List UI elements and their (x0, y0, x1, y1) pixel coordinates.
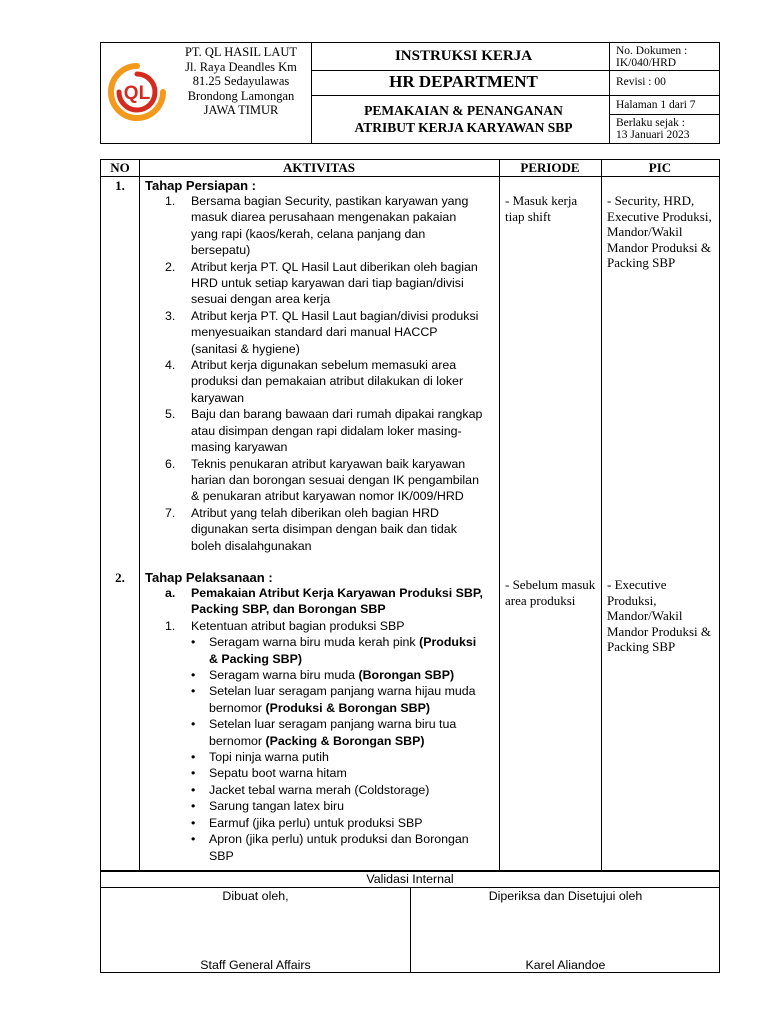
divider (139, 160, 140, 871)
divider (311, 43, 312, 143)
approved-by-label: Diperiksa dan Disetujui oleh (488, 889, 643, 903)
approved-by-name: Karel Aliandoe (525, 958, 606, 972)
sub-section-text: Pemakaian Atribut Kerja Karyawan Produksi SBP, Packing SBP, dan Borongan SBP (191, 586, 483, 617)
bullet-item (145, 749, 485, 765)
bullet-item (145, 667, 485, 683)
company-logo (107, 62, 167, 122)
company-address: Brondong Lamongan (187, 88, 295, 103)
list-item-text: Atribut yang telah diberikan oleh bagian HRD digunakan serta disimpan dengan baik dan tidak boleh disalahgunakan (191, 505, 457, 553)
periode-cell: - Sebelum masuk area produksi (505, 577, 596, 608)
divider (101, 176, 719, 177)
doc-type-title: INSTRUKSI KERJA (394, 48, 533, 64)
company-name: PT. QL HASIL LAUT (184, 45, 298, 59)
column-header-aktivitas: AKTIVITAS (282, 160, 355, 175)
list-item (145, 456, 485, 505)
sub-section-label: a. (165, 586, 176, 600)
list-item (145, 193, 485, 259)
bullet-item (145, 798, 485, 814)
revision: Revisi : 00 (616, 76, 666, 88)
pic-cell: - Security, HRD, Executive Produksi, Mandor/Wakil Mandor Produksi & Packing SBP (607, 193, 712, 270)
effective-date (616, 117, 720, 141)
company-address: JAWA TIMUR (203, 103, 279, 117)
bullet-emphasis: (Borongan SBP) (358, 668, 455, 683)
list-item-text: Atribut kerja PT. QL Hasil Laut bagian/divisi produksi menyesuaikan standard dari manual HACCP (sanitasi & hygiene) (191, 308, 479, 356)
created-by-name: Staff General Affairs (200, 958, 311, 972)
bullet-text: Jacket tebal warna merah (Coldstorage) (209, 782, 430, 797)
bullet-text: Seragam warna biru muda (209, 668, 359, 683)
bullet-emphasis: (Produksi & Borongan SBP) (265, 700, 431, 715)
divider (311, 95, 609, 96)
bullet-item (145, 782, 485, 798)
divider (311, 70, 609, 71)
list-item (145, 406, 485, 455)
list-item-number: 4. (165, 358, 176, 373)
bullet-text: Sepatu boot warna hitam (209, 766, 347, 781)
effective-date-value: 13 Januari 2023 (616, 129, 690, 141)
pic-cell: - Executive Produksi, Mandor/Wakil Mandor Produksi & Packing SBP (607, 577, 711, 654)
periode-cell: - Masuk kerja tiap shift (505, 193, 578, 224)
document-subject (319, 102, 608, 136)
divider (601, 160, 602, 871)
doc-number-label: No. Dokumen : (616, 45, 688, 57)
column-header-periode: PERIODE (520, 160, 580, 175)
company-address: 81.25 Sedayulawas (192, 74, 290, 88)
bullet-text: Setelan luar seragam panjang warna hijau muda bernomor (209, 684, 476, 715)
document-header (100, 42, 720, 144)
list-item-text: Atribut kerja PT. QL Hasil Laut diberikan oleh bagian HRD untuk setiap karyawan dari tiap bagian/divisi sesuai dengan area kerja (191, 259, 478, 307)
bullet-text: Earmuf (jika perlu) untuk produksi SBP (209, 815, 423, 830)
sub-section (145, 585, 485, 618)
divider (609, 95, 719, 96)
bullet-item (145, 716, 485, 749)
list-item (145, 259, 485, 308)
list-item-number: 1. (165, 618, 176, 633)
subject-line: ATRIBUT KERJA KARYAWAN SBP (354, 120, 573, 135)
bullet-emphasis: (Produksi & Packing SBP) (209, 635, 477, 666)
list-item-number: 5. (165, 407, 176, 422)
divider (609, 43, 610, 143)
column-header-pic: PIC (648, 160, 672, 175)
bullet-text: Sarung tangan latex biru (209, 799, 345, 814)
column-header-no: NO (110, 160, 130, 175)
bullet-text: Apron (jika perlu) untuk produksi dan Borongan SBP (209, 832, 469, 863)
bullet-text: Setelan luar seragam panjang warna biru tua bernomor (209, 717, 457, 748)
row-number: 2. (115, 570, 125, 585)
doc-number-value: IK/040/HRD (616, 57, 677, 69)
company-info (171, 45, 311, 118)
list-item-text: Bersama bagian Security, pastikan karyawan yang masuk diarea perusahaan mengenakan pakaian yang rapi (kaos/kerah, celana panjang dan bersepatu) (191, 194, 469, 258)
bullet-item (145, 831, 485, 864)
list-item-number: 7. (165, 505, 176, 520)
divider (609, 70, 719, 71)
company-address: Jl. Raya Deandles Km (185, 59, 297, 74)
department-title: HR DEPARTMENT (389, 72, 538, 91)
list-item-text: Ketentuan atribut bagian produksi SBP (191, 618, 405, 633)
subject-line: PEMAKAIAN & PENANGANAN (364, 103, 563, 118)
effective-date-label: Berlaku sejak : (616, 117, 685, 129)
bullet-item (145, 683, 485, 716)
list-item-number: 2. (165, 259, 176, 274)
section-title: Tahap Pelaksanaan : (145, 570, 273, 585)
row-number: 1. (115, 178, 125, 193)
divider (499, 160, 500, 871)
list-item-number: 3. (165, 308, 176, 323)
bullet-item (145, 815, 485, 831)
divider (609, 114, 719, 115)
list-item (145, 308, 485, 357)
list-item (145, 357, 485, 406)
activity-list (145, 193, 485, 554)
list-item-text: Baju dan barang bawaan dari rumah dipakai rangkap atau disimpan dengan rapi didalam loker masing-masing karyawan (191, 407, 483, 455)
bullet-text: Seragam warna biru muda kerah pink (209, 635, 420, 650)
validation-title: Validasi Internal (366, 872, 454, 886)
list-item (145, 618, 485, 634)
list-item-text: Atribut kerja digunakan sebelum memasuki area produksi dan pemakaian atribut dilakukan di loker karyawan (191, 358, 464, 405)
bullet-item (145, 765, 485, 781)
logo-text: QL (123, 83, 151, 104)
activity-list (145, 585, 485, 864)
list-item (145, 505, 485, 554)
created-by-label: Dibuat oleh, (222, 889, 289, 903)
list-item-number: 1. (165, 194, 176, 208)
validation-table (100, 870, 720, 973)
list-item-number: 6. (165, 456, 176, 471)
list-item-text: Teknis penukaran atribut karyawan baik karyawan harian dan borongan sesuai dengan IK pengambilan & penukaran atribut karyawan nomor IK/009/HRD (191, 456, 479, 504)
page-number: Halaman 1 dari 7 (616, 99, 696, 111)
section-title: Tahap Persiapan : (145, 178, 257, 193)
bullet-text: Topi ninja warna putih (209, 750, 329, 765)
bullet-emphasis: (Packing & Borongan SBP) (265, 733, 425, 748)
activity-table (100, 159, 720, 872)
bullet-item (145, 634, 485, 667)
doc-number (616, 45, 720, 69)
